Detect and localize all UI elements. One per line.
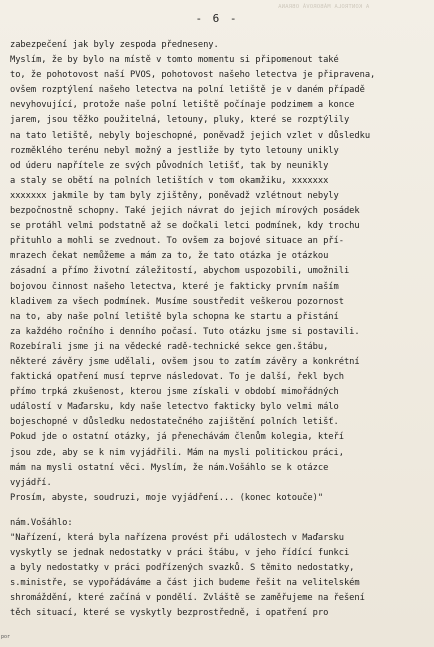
text-line: rozměklého terénu nebyl možný a jestliže by tyto letouny unikly: [10, 145, 339, 156]
text-line: a byly nedostatky v práci podřízených svazků. S těmito nedostatky,: [10, 563, 355, 574]
text-line: bojeschopné v důsledku nedostatečného zajištění polních letišť.: [10, 417, 339, 428]
text-line: Pokud jde o ostatní otázky, já přenechávám členům kolegia, kteří: [10, 432, 344, 443]
text-line: zásadní a přímo životní záležitostí, abychom uspozobili, umožnili: [10, 266, 350, 277]
text-line: faktická opatření musí teprve následovat. To je další, řekl bych: [10, 372, 344, 383]
text-line: bojovou činnost našeho letectva, které je fakticky prvním naším: [10, 281, 339, 292]
text-line: bezpočnostně schopny. Také jejich návrat do jejich mírových posádek: [10, 206, 360, 217]
text-line: na tato letiště, nebyly bojeschopné, poněvadž jejich vzlet v důsledku: [10, 130, 371, 141]
text-line: "Nařízení, která byla nařízena provést při událostech v Maďarsku: [10, 533, 344, 543]
text-line: se protáhl velmi podstatně až se dočkali letci podmínek, kdy trochu: [10, 221, 360, 232]
text-line: s.ministře, se vypořádáváme a část jich budeme řešit na velitelském: [10, 578, 360, 589]
text-line: za každého ročního i denního počasí. Tuto otázku jsme si postavili.: [10, 326, 360, 337]
text-line: přituhlo a mohli se zvednout. To ovšem za bojové situace an pří-: [10, 236, 344, 247]
text-line: těch situací, které se vyskytly bezprostředně, i opatření pro: [10, 608, 329, 619]
text-line: kladivem za všech podmínek. Musíme soustředit veškerou pozornost: [10, 296, 344, 307]
text-line: na to, aby naše polní letiště byla schopna ke startu a přistání: [10, 311, 339, 322]
paragraph-gap: [10, 506, 430, 516]
text-line: to, že pohotovost naší PVOS, pohotovost našeho letectva je připravena,: [10, 70, 376, 81]
bleed-through-text: A KONTROLA MÁBOROVÁ OBRANA: [278, 4, 370, 10]
text-line: xxxxxxx jakmile by tam byly zjištěny, poněvadž vzlétnout nebyly: [10, 190, 339, 201]
text-line: ovšem rozptýlení našeho letectva na polní letiště je v daném případě: [10, 85, 365, 96]
text-line: nevyhovující, protože naše polní letiště počínaje podzimem a konce: [10, 100, 355, 111]
margin-note: por: [1, 634, 11, 640]
text-line: Prosím, abyste, soudruzi, moje vyjádření... (konec kotouče)": [10, 492, 324, 503]
text-line: jarem, jsou těžko použitelná, letouny, pluky, které se rozptýlily: [10, 115, 350, 126]
speaker-line: nám.Vošáhlo:: [10, 517, 73, 528]
text-line: zabezpečení jak byly zespoda předneseny.: [10, 40, 219, 50]
text-line: shromáždění, které začíná v pondělí. Zvláště se zaměřujeme na řešení: [10, 593, 365, 604]
text-line: mám na mysli ostatní věci. Myslím, že nám.Vošáhlo se k otázce: [10, 462, 329, 473]
text-line: událostí v Maďarsku, kdy naše letectvo fakticky bylo velmi málo: [10, 402, 339, 413]
text-line: vyjádří.: [10, 477, 52, 488]
text-line: od úderu napřítele ze svých původních letišť, tak by neunikly: [10, 160, 329, 171]
text-line: některé závěry jsme udělali, ovšem jsou to zatím závěry a konkrétní: [10, 356, 360, 367]
page-number: - 6 -: [195, 12, 239, 25]
text-line: vyskytly se jednak nedostatky v práci štábu, v jeho řídící funkci: [10, 548, 350, 559]
text-line: a staly se obětí na polních letištích v tom okamžiku, xxxxxxx: [10, 175, 329, 186]
text-line: mrazech čekat nemůžeme a mám za to, že tato otázka je otázkou: [10, 251, 329, 262]
document-body: [10, 38, 430, 622]
text-line: Rozebírali jsme ji na vědecké radě-technické sekce gen.štábu,: [10, 341, 329, 352]
text-line: Myslím, že by bylo na místě v tomto momentu si připomenout také: [10, 55, 339, 66]
text-line: přímo trpká zkušenost, kterou jsme získali v období mimořádných: [10, 387, 339, 398]
text-line: jsou zde, aby se k nim vyjádřili. Mám na mysli politickou práci,: [10, 447, 344, 458]
